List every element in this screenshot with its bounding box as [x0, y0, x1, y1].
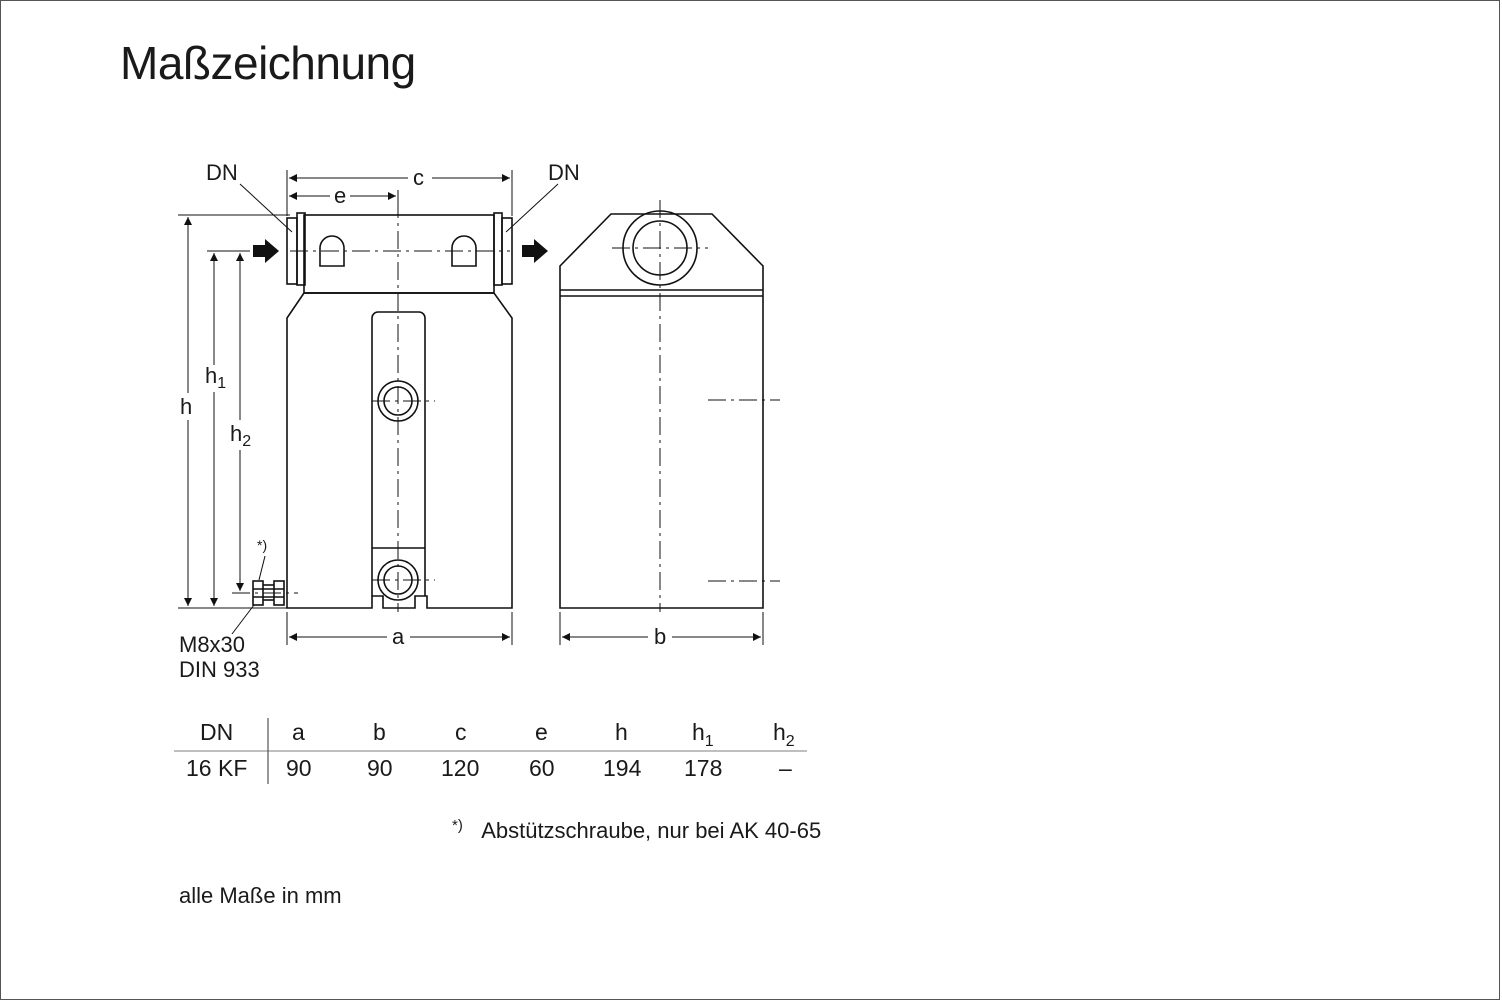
dn-label-right: DN	[548, 160, 580, 185]
dim-e-label: e	[334, 183, 347, 208]
screw-spec-line1: M8x30	[179, 632, 246, 657]
table-cell-a: 90	[286, 755, 312, 781]
units-note: alle Maße in mm	[179, 883, 342, 908]
dim-h1-label: $h_1$	[205, 363, 227, 392]
table-cell-h1: 178	[684, 755, 723, 781]
footnote-text: Abstützschraube, nur bei AK 40-65	[481, 818, 822, 843]
screw-spec-line2: DIN 933	[179, 657, 260, 682]
table-header-h1: $h_1$	[692, 719, 714, 750]
page-title: Maßzeichnung	[120, 37, 416, 89]
table-cell-dn: 16 KF	[186, 755, 248, 781]
footnote	[452, 818, 821, 842]
table-header-dn: DN	[200, 719, 234, 745]
asterisk-mark: *)	[257, 537, 268, 553]
table-header-h: h	[615, 719, 628, 745]
table-cell-h: 194	[603, 755, 642, 781]
table-header-e: e	[535, 719, 548, 745]
dim-c-label: c	[413, 165, 424, 190]
table-cell-c: 120	[441, 755, 480, 781]
dim-h2-label: $h_2$	[230, 421, 252, 450]
table-header-h2: $h_2$	[773, 719, 795, 750]
footnote-mark: *)	[452, 817, 463, 834]
dim-a-label: a	[392, 624, 405, 649]
dn-label-left: DN	[206, 160, 238, 185]
table-header-c: c	[455, 719, 467, 745]
table-header-b: b	[373, 719, 386, 745]
table-header-a: a	[292, 719, 305, 745]
dim-b-label: b	[654, 624, 667, 649]
table-cell-e: 60	[529, 755, 555, 781]
table-cell-h2: –	[779, 755, 792, 781]
dim-h-label: h	[180, 394, 193, 419]
table-cell-b: 90	[367, 755, 393, 781]
